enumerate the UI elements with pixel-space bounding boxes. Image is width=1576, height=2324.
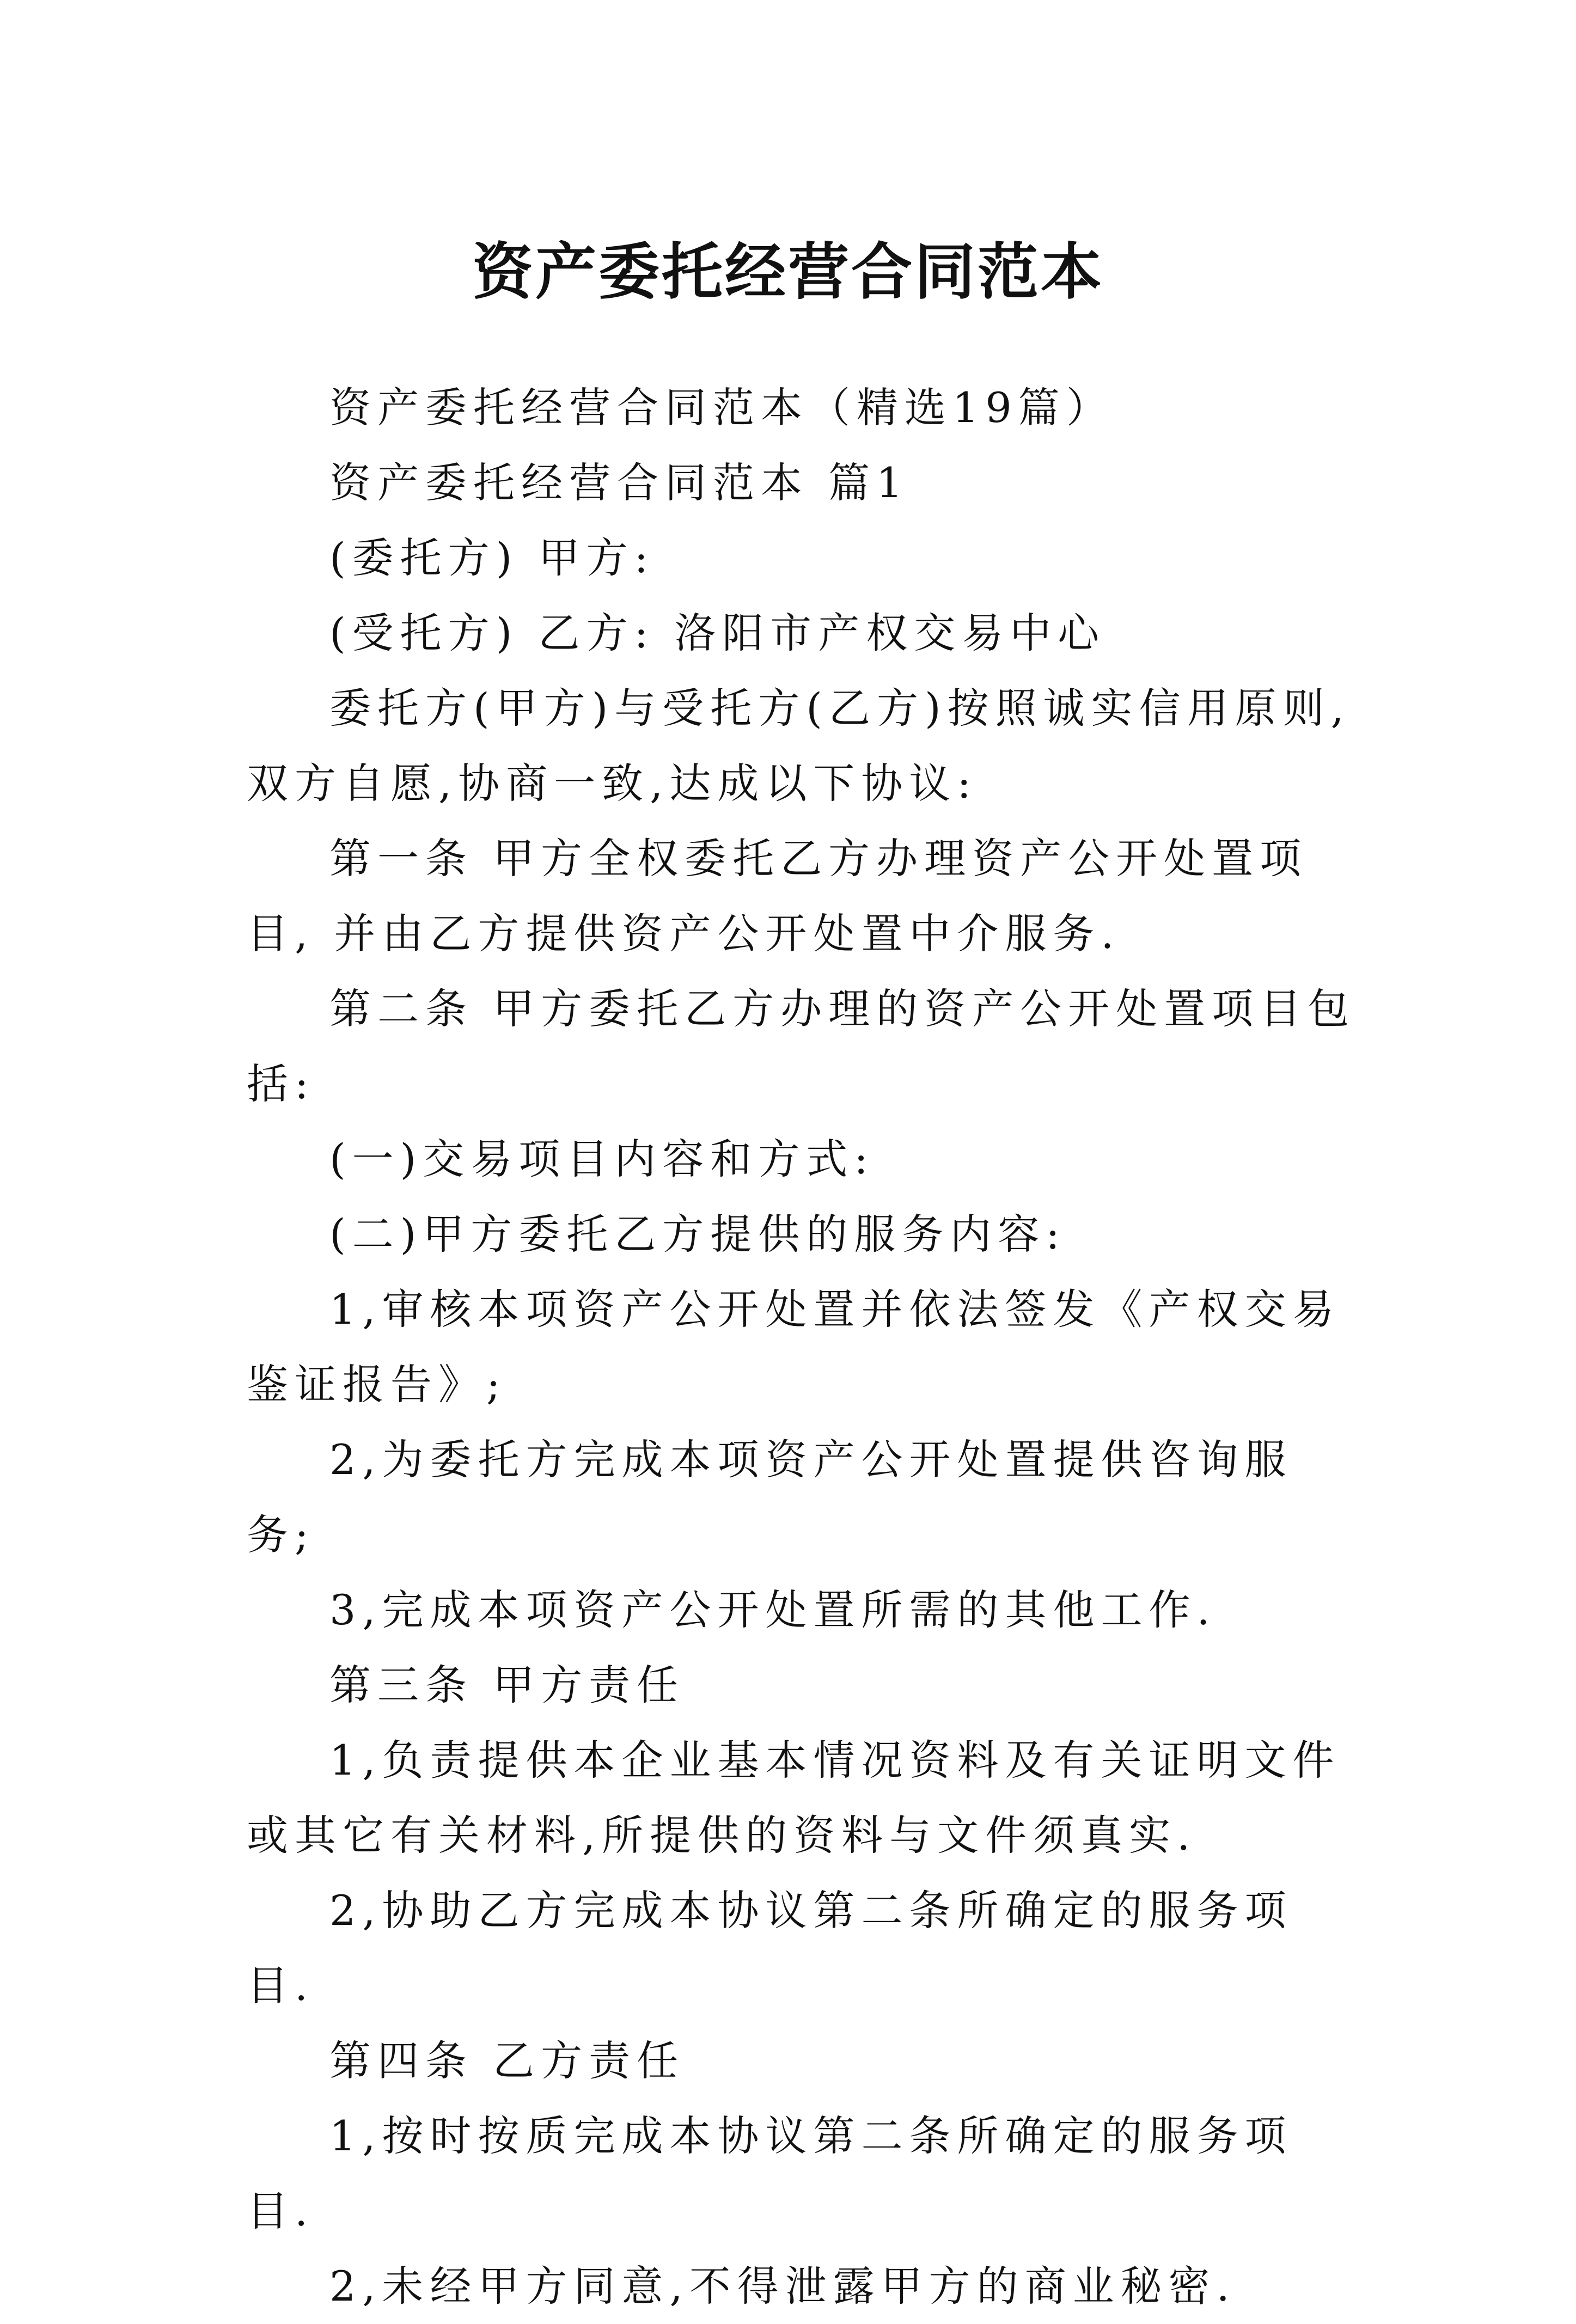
article-4-heading: 第四条 乙方责任: [329, 2036, 685, 2085]
article-3-heading: 第三条 甲方责任: [329, 1661, 685, 1709]
article-4-item-1: 1,按时按质完成本协议第二条所确定的服务项目.: [247, 2112, 1293, 2235]
document-body: [247, 370, 1358, 2324]
article-1: 第一条 甲方全权委托乙方办理资产公开处置项目, 并由乙方提供资产公开处置中介服务.: [247, 834, 1308, 958]
document-title: 资产委托经营合同范本: [472, 236, 1104, 308]
agreement-intro: 委托方(甲方)与受托方(乙方)按照诚实信用原则,双方自愿,协商一致,达成以下协议:: [247, 684, 1351, 808]
article-4-item-2: 2,未经甲方同意,不得泄露甲方的商业秘密.: [329, 2262, 1236, 2310]
article-2: 第二条 甲方委托乙方办理的资产公开处置项目包括:: [247, 984, 1356, 1108]
article-2-item-2: (二)甲方委托乙方提供的服务内容:: [329, 1210, 1066, 1258]
subtitle-line: 资产委托经营合同范本（精选19篇）: [329, 383, 1114, 432]
article-3-item-2: 2,协助乙方完成本协议第二条所确定的服务项目.: [247, 1886, 1293, 2010]
article-3-item-1: 1,负责提供本企业基本情况资料及有关证明文件或其它有关材料,所提供的资料与文件须真实.: [247, 1736, 1341, 1860]
article-2-item-1: (一)交易项目内容和方式:: [329, 1135, 875, 1183]
party-b-line: (受托方) 乙方: 洛阳市产权交易中心: [329, 609, 1106, 657]
service-item-1: 1,审核本项资产公开处置并依法签发《产权交易鉴证报告》;: [247, 1285, 1341, 1409]
party-a-line: (委托方) 甲方:: [329, 534, 655, 582]
service-item-3: 3,完成本项资产公开处置所需的其他工作.: [329, 1586, 1217, 1634]
service-item-2: 2,为委托方完成本项资产公开处置提供咨询服务;: [247, 1435, 1293, 1559]
section-heading: 资产委托经营合同范本 篇1: [329, 458, 909, 507]
